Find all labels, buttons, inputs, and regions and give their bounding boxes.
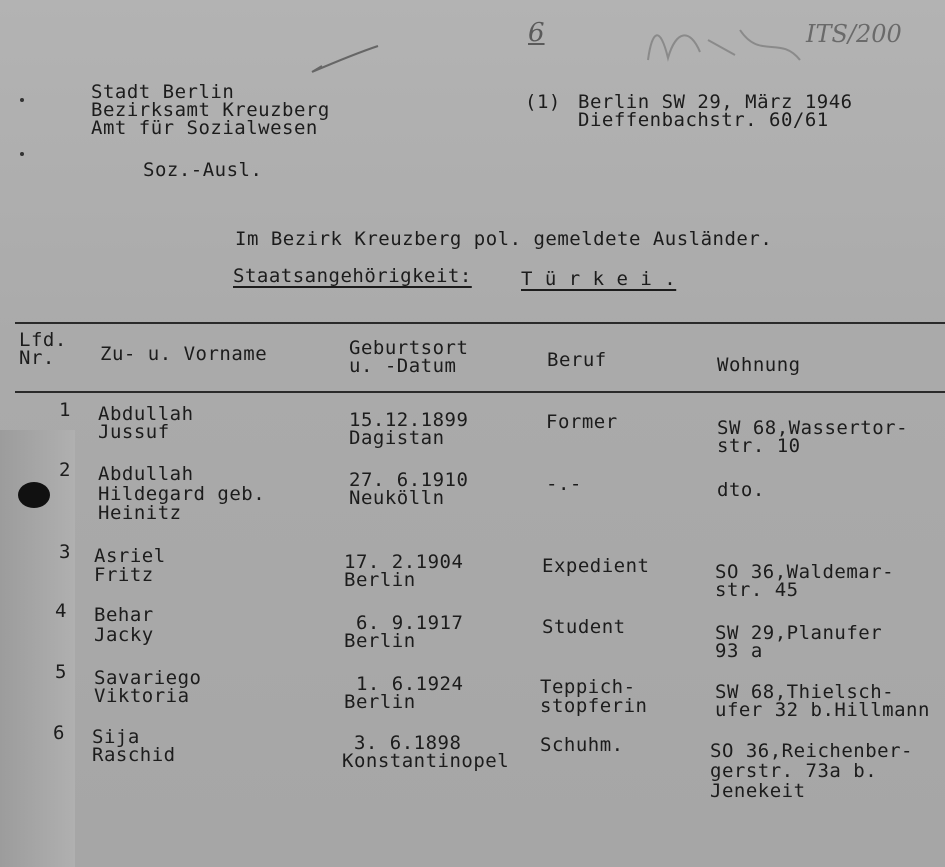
birth-date: 1. 6.1924 (344, 673, 464, 695)
surname: Sija (92, 726, 140, 748)
given-name: Jussuf (98, 421, 170, 443)
handwritten-its-code: ITS/200 (806, 20, 902, 48)
row-number: 3 (59, 541, 71, 563)
birth-place: Konstantinopel (342, 750, 510, 772)
faint-handwritten-scribble (648, 30, 800, 60)
office-line-3: Amt für Sozialwesen (91, 117, 318, 139)
row-number: 5 (55, 661, 67, 683)
residence-line2: str. 10 (717, 435, 801, 457)
occupation: -.- (546, 473, 582, 495)
occupation-line2: stopferin (540, 695, 648, 717)
birth-date: 27. 6.1910 (349, 469, 469, 491)
col-nr-line1: Lfd. (19, 329, 67, 351)
given-name: Fritz (94, 564, 154, 586)
residence-line1: SW 29,Planufer (715, 622, 883, 644)
residence-line1: SO 36,Waldemar- (715, 561, 895, 583)
occupation-line1: Teppich- (540, 676, 636, 698)
row-number: 4 (55, 600, 67, 622)
department-code: Soz.-Ausl. (143, 159, 263, 181)
col-residence: Wohnung (717, 354, 801, 376)
table-header-rule (15, 391, 945, 393)
residence-line1: SW 68,Wassertor- (717, 417, 909, 439)
occupation: Former (546, 411, 618, 433)
nationality-value: T ü r k e i . (521, 268, 677, 290)
residence-line2: str. 45 (715, 579, 799, 601)
maiden-name: Heinitz (98, 502, 182, 524)
surname: Abdullah (98, 463, 194, 485)
residence-line2: gerstr. 73a b. (710, 760, 878, 782)
row-number: 6 (53, 722, 65, 744)
given-name: Hildegard geb. (98, 483, 266, 505)
surname: Abdullah (98, 403, 194, 425)
occupation: Student (542, 616, 626, 638)
birth-date: 17. 2.1904 (344, 551, 464, 573)
col-birth-line2: u. -Datum (349, 355, 457, 377)
col-birth-line1: Geburtsort (349, 337, 469, 359)
given-name: Viktoria (94, 685, 190, 707)
edge-speck (20, 152, 24, 156)
col-nr-line2: Nr. (19, 347, 55, 369)
residence-line2: ufer 32 b.Hillmann (715, 699, 930, 721)
birth-date: 15.12.1899 (349, 409, 469, 431)
nationality-label: Staatsangehörigkeit: (233, 265, 472, 287)
punch-hole (18, 482, 50, 508)
residence-line1: SW 68,Thielsch- (715, 681, 895, 703)
row-number: 1 (59, 399, 71, 421)
surname: Asriel (94, 545, 166, 567)
residence-line1: dto. (717, 479, 765, 501)
occupation: Expedient (542, 555, 650, 577)
check-mark (312, 46, 378, 72)
address-line: Dieffenbachstr. 60/61 (578, 109, 829, 131)
document-title: Im Bezirk Kreuzberg pol. gemeldete Ausländer. (235, 228, 773, 250)
given-name: Raschid (92, 744, 176, 766)
occupation: Schuhm. (540, 734, 624, 756)
birth-date: 6. 9.1917 (344, 612, 464, 634)
birth-date: 3. 6.1898 (342, 732, 462, 754)
col-occupation: Beruf (547, 349, 607, 371)
date-line: Berlin SW 29, März 1946 (578, 91, 853, 113)
office-line-2: Bezirksamt Kreuzberg (91, 99, 330, 121)
residence-line2: 93 a (715, 640, 763, 662)
birth-place: Neukölln (349, 487, 445, 509)
reference-marker: (1) (525, 91, 561, 113)
office-line-1: Stadt Berlin (91, 81, 235, 103)
residence-line3: Jenekeit (710, 780, 806, 802)
birth-place: Berlin (344, 630, 416, 652)
handwritten-page-number: 6 (528, 18, 545, 48)
surname: Savariego (94, 667, 202, 689)
edge-speck (20, 98, 24, 102)
surname: Behar (94, 604, 154, 626)
table-top-rule (15, 322, 945, 324)
row-number: 2 (59, 459, 71, 481)
residence-line1: SO 36,Reichenber- (710, 740, 913, 762)
col-name: Zu- u. Vorname (100, 343, 268, 365)
birth-place: Berlin (344, 691, 416, 713)
birth-place: Berlin (344, 569, 416, 591)
birth-place: Dagistan (349, 427, 445, 449)
given-name: Jacky (94, 624, 154, 646)
